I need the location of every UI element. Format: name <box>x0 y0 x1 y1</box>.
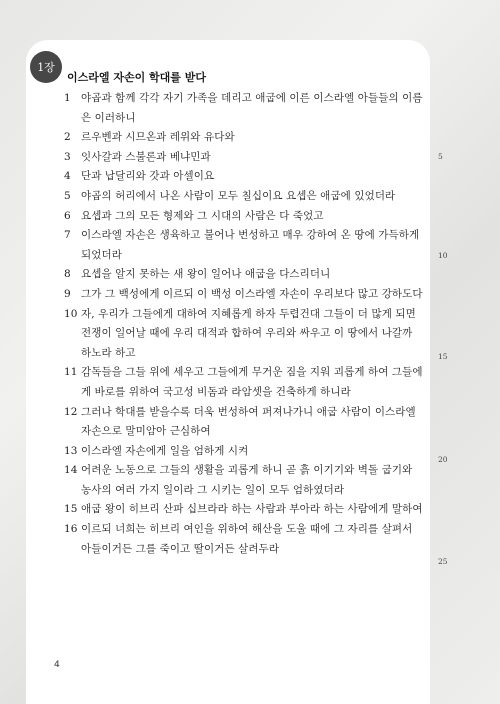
verse-text: 요셉과 그의 모든 형제와 그 시대의 사람은 다 죽었고 <box>81 209 324 222</box>
verse-number: 11 <box>64 366 78 379</box>
verse <box>64 305 424 364</box>
verse-number: 4 <box>64 170 71 183</box>
verse-text: 자, 우리가 그들에게 대하여 지혜롭게 하자 두렵건대 그들이 더 많게 되면 전쟁이 일어날 때에 우리 대적과 합하여 우리와 싸우고 이 땅에서 나갈까 하노라 하고 <box>81 307 416 359</box>
verse-text: 야곱과 함께 각각 자기 가족을 데리고 애굽에 이른 이스라엘 아들들의 이름은 이러하니 <box>81 92 423 124</box>
verse <box>64 167 424 187</box>
verse-text: 르우벤과 시므온과 레위와 유다와 <box>81 131 235 144</box>
verse-number: 15 <box>64 503 78 516</box>
verse <box>64 285 424 305</box>
verse-text: 그러나 학대를 받을수록 더욱 번성하여 퍼져나가니 애굽 사람이 이스라엘 자손으로 말미암아 근심하여 <box>81 405 416 438</box>
verse <box>64 89 424 128</box>
verse <box>64 148 424 168</box>
verse-text: 야곱의 허리에서 나온 사람이 모두 칠십이요 요셉은 애굽에 있었더라 <box>81 189 396 202</box>
verse-text: 감독들을 그들 위에 세우고 그들에게 무거운 짐을 지워 괴롭게 하여 그들에게 바로를 위하여 국고성 비돔과 라암셋을 건축하게 하니라 <box>81 366 423 398</box>
verse-text: 이스라엘 자손에게 일을 엄하게 시켜 <box>81 444 249 457</box>
page-number: 4 <box>54 660 60 670</box>
verse-number: 2 <box>64 131 71 144</box>
verse-number: 13 <box>64 444 78 457</box>
verse <box>64 226 424 265</box>
verse-number: 1 <box>64 92 71 104</box>
chapter-badge: 1장 <box>30 51 62 83</box>
verse-number: 12 <box>64 405 78 418</box>
verse-number: 7 <box>64 229 71 242</box>
verse-text: 이르되 너희는 히브리 여인을 위하여 해산을 도울 때에 그 자리를 살펴서 아들이거든 그를 죽이고 딸이거든 살려두라 <box>81 523 413 555</box>
verse-text: 그가 그 백성에게 이르되 이 백성 이스라엘 자손이 우리보다 많고 강하도다 <box>81 287 423 300</box>
verse-text: 잇사갈과 스불론과 베냐민과 <box>81 150 211 163</box>
verse-number: 16 <box>64 523 78 536</box>
chapter-title: 이스라엘 자손이 학대를 받다 <box>67 71 206 84</box>
verse-text: 요셉을 알지 못하는 새 왕이 일어나 애굽을 다스리더니 <box>81 268 331 281</box>
verse <box>64 207 424 227</box>
verse <box>64 403 424 442</box>
line-number: 5 <box>438 152 443 161</box>
verse-number: 9 <box>64 287 71 300</box>
verse-text: 이스라엘 자손은 생육하고 불어나 번성하고 매우 강하여 온 땅에 가득하게 되었더라 <box>81 229 420 261</box>
verse <box>64 363 424 402</box>
verse-number: 8 <box>64 268 71 281</box>
line-number: 15 <box>438 352 448 361</box>
line-number: 25 <box>438 557 448 566</box>
verse <box>64 128 424 148</box>
verse <box>64 187 424 207</box>
verse <box>64 461 424 500</box>
verse-number: 3 <box>64 150 71 163</box>
line-number: 20 <box>438 455 448 464</box>
verse-number: 10 <box>64 307 78 320</box>
verse-text: 단과 납달리와 갓과 아셀이요 <box>81 170 215 183</box>
verse-text: 애굽 왕이 히브리 산파 십브라라 하는 사람과 부아라 하는 사람에게 말하여 <box>81 503 423 516</box>
verse-number: 14 <box>64 464 78 477</box>
line-number: 10 <box>438 251 448 260</box>
verse <box>64 265 424 285</box>
verse-number: 5 <box>64 189 71 202</box>
verse-list <box>64 89 424 559</box>
verse-number: 6 <box>64 209 71 222</box>
verse-text: 어려운 노동으로 그들의 생활을 괴롭게 하니 곧 흙 이기기와 벽돌 굽기와 농사의 여러 가지 일이라 그 시키는 일이 모두 엄하였더라 <box>81 464 413 496</box>
verse <box>64 520 424 559</box>
verse <box>64 500 424 520</box>
verse <box>64 442 424 462</box>
